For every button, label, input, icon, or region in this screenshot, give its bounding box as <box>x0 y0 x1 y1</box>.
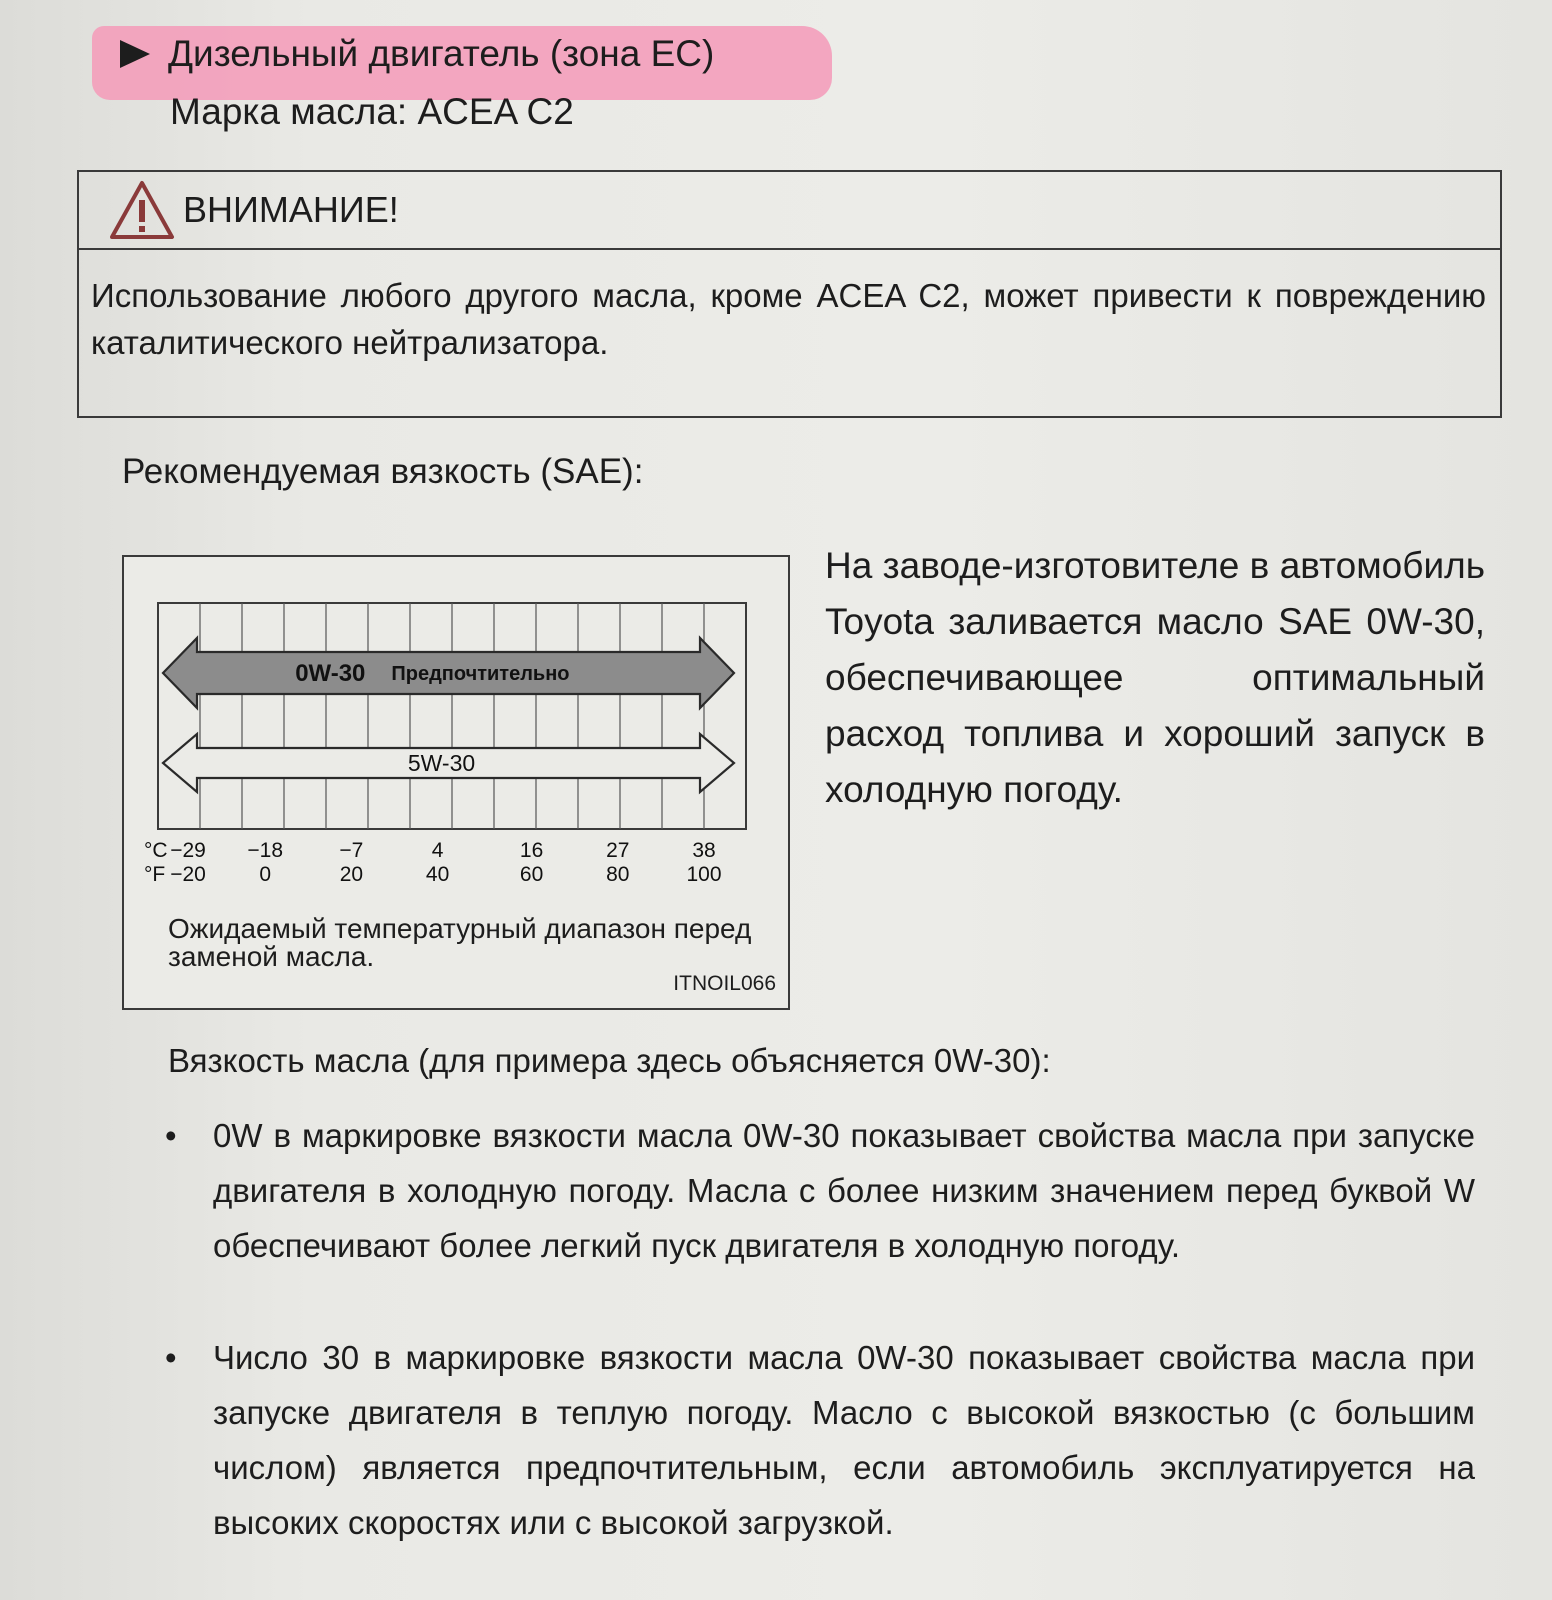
series-preferred-label: Предпочтительно <box>391 663 570 685</box>
heading-text: Дизельный двигатель (зона ЕС) <box>168 33 715 74</box>
warning-title: ВНИМАНИЕ! <box>183 189 399 230</box>
viscosity-title: Рекомендуемая вязкость (SAE): <box>122 452 644 491</box>
tick-label-c: −18 <box>247 839 284 862</box>
tick-label-f: 0 <box>259 863 272 886</box>
series-name-label: 0W-30 <box>295 660 366 687</box>
tick-label-c: 38 <box>692 839 716 862</box>
section-heading <box>120 30 714 78</box>
warning-text: Использование любого другого масла, кроме ACEA C2, может привести к повреждению каталитического нейтрализатора. <box>91 277 1486 361</box>
triangle-bullet-icon <box>120 40 150 68</box>
tick-label-c: 27 <box>606 839 630 862</box>
bullet-dot: • <box>165 1339 177 1376</box>
tick-label-c: −29 <box>170 839 206 862</box>
axis-c-label: °C <box>144 839 168 862</box>
warning-triangle-icon <box>109 180 175 240</box>
oil-brand: Марка масла: ACEA C2 <box>170 91 574 132</box>
tick-label-f: 100 <box>686 863 722 886</box>
chart-caption: Ожидаемый температурный диапазон перед заменой масла. <box>168 913 752 972</box>
viscosity-chart <box>122 555 790 1010</box>
series-name-label: 5W-30 <box>407 750 476 776</box>
bullet-dot: • <box>165 1117 177 1154</box>
tick-label-f: −20 <box>170 863 206 886</box>
oil-viscosity-title: Вязкость масла (для примера здесь объясняется 0W-30): <box>168 1042 1051 1079</box>
factory-oil-text: На заводе-изготовителе в автомобиль Toyota заливается масло SAE 0W-30, обеспечивающее оптимальный расход топлива и хороший запуск в холодную погоду. <box>825 545 1485 810</box>
warning-header <box>79 172 1500 250</box>
tick-label-f: 60 <box>519 863 544 886</box>
tick-label-f: 20 <box>339 863 364 886</box>
tick-label-c: 16 <box>519 839 544 862</box>
bullet-text: 0W в маркировке вязкости масла 0W-30 показывает свойства масла при запуске двигателя в холодную погоду. Масла с более низким значением перед буквой W обеспечивают более легкий пуск двигателя в холодную погоду. <box>213 1117 1475 1264</box>
tick-label-f: 80 <box>606 863 630 886</box>
axis-f-label: °F <box>144 863 166 886</box>
chart-grid <box>158 603 746 829</box>
warning-box <box>77 170 1502 418</box>
chart-code: ITNOIL066 <box>673 972 776 995</box>
bullet-text: Число 30 в маркировке вязкости масла 0W-30 показывает свойства масла при запуске двигателя в теплую погоду. Масло с высокой вязкостью (с большим числом) является предпочтительным, если автомобиль эксплуатируется на высоких скоростях или с высокой загрузкой. <box>213 1339 1475 1541</box>
tick-label-c: 4 <box>431 839 444 862</box>
tick-label-c: −7 <box>339 839 364 862</box>
tick-label-f: 40 <box>425 863 450 886</box>
